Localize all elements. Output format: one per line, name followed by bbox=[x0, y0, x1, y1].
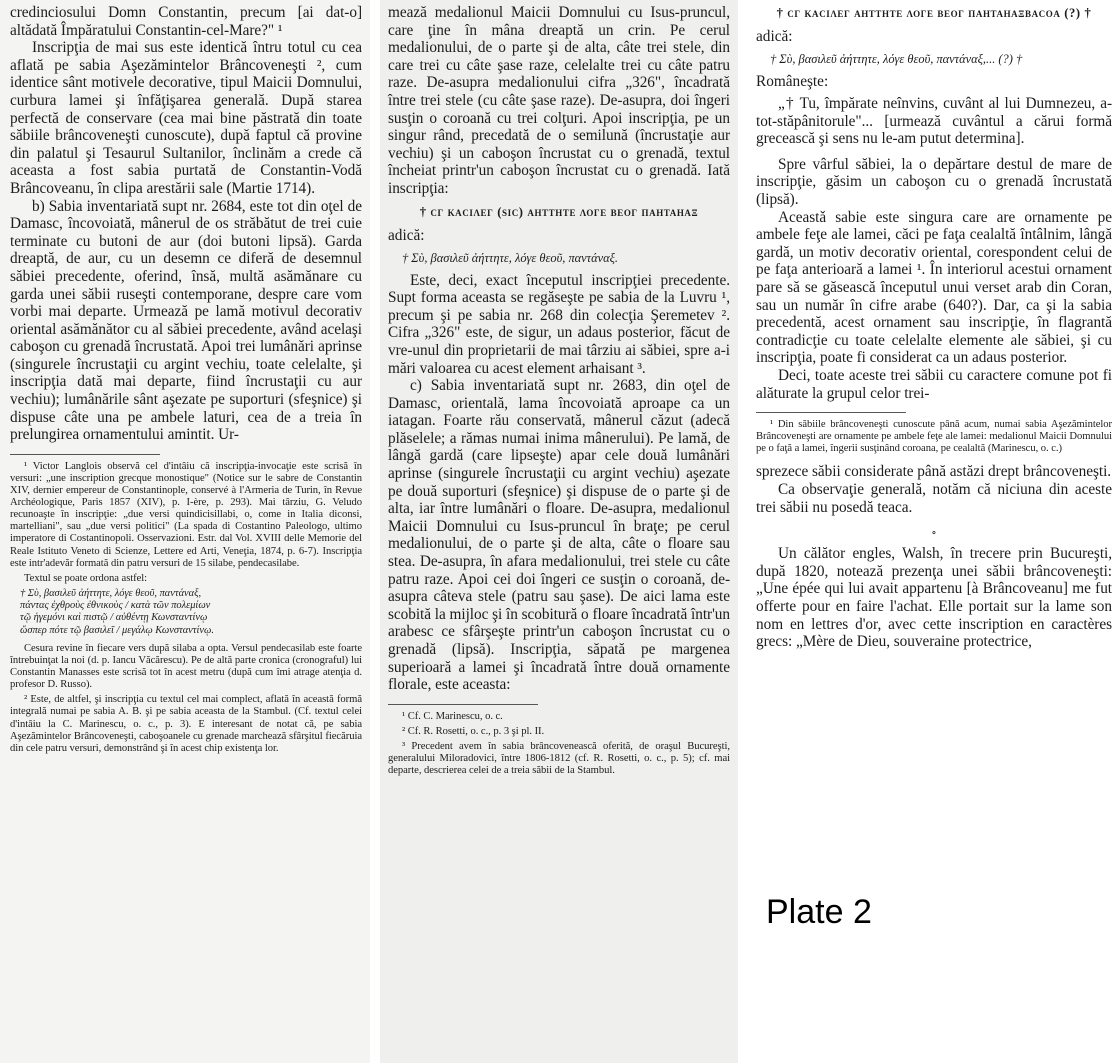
plate-label: Plate 2 bbox=[766, 893, 872, 931]
label-adica: adică: bbox=[756, 28, 793, 45]
inscription: † ϲγ κaϲιλεγ ahttнte λοге ϐεογ πaнtaнaξϐaϲοa (?) † bbox=[776, 6, 1092, 20]
paragraph: „† Tu, împărate neînvins, cuvânt al lui Dumnezeu, a-tot-stăpânitorule"... [urmează cuvântul a cărui formă grecească şi sens nu le-am putut determina]. bbox=[756, 95, 1112, 148]
paragraph: Un călător engles, Walsh, în trecere prin Bucureşti, după 1820, notează prezenţa unei săbii brâncoveneşti: „Une épée qui lui avait appartenu [à Brâncoveanu] me fut offerte pour en faire l'achat. Elle portait sur la lame son nom en lettres d'or, avec cette inscription en caractères grecs: „Mère de Dieu, souveraine protectrice, bbox=[756, 545, 1112, 651]
footnote-rule bbox=[10, 454, 160, 455]
paragraph: credinciosului Domn Constantin, precum [ai dat-o] altădată Împăratului Constantin-cel-Mare?" ¹ bbox=[10, 4, 362, 39]
greek-text: † Σὺ, βασιλεῦ ἀήττητε, λόγε θεοῦ, παντάναξ. bbox=[402, 250, 619, 265]
paragraph: Este, deci, exact începutul inscripţiei precedente. Supt forma aceasta se regăseşte pe sabia de la Luvru ¹, precum şi pe sabia nr. 268 din colecţia Şeremetev ². Cifra „326" este, de sigur, un adaus posterior, făcut de vre-unul din proprietarii de mai târziu ai săbiei, spre a-i mări valoarea cu acest element arhaisant ³. bbox=[388, 271, 730, 377]
paragraph: b) Sabia inventariată supt nr. 2684, este tot din oţel de Damasc, încovoiată, mânerul de os străbătut de trei cuie terminate cu butoni de aur (doi butoni lipsă). Garda dreaptă, de aur, cu un desemn ce diferă de desemnul săbiei precedente, oferind, însă, multă asămănare cu garda unei săbii ruseşti contemporane, despre care vom vorbi mai departe. Urmează pe lamă motivul decorativ oriental asămănător cu al săbiei precedente, având acelaşi caboşon cu grenadă încrustată. Apoi trei lumânări aprinse (singurele încrustaţii cu argint vechiu, toate celelalte, şi inscripţia dată mai departe, fiind încrustaţii cu aur vechiu); lumânările sânt aşezate pe suporturi (sfeşnice) şi dispuse câte una pe ambele laturi, cea de a treia în prelungirea ornamentului amintit. Ur- bbox=[10, 197, 362, 444]
footnote: ¹ Victor Langlois observă cel d'intâiu că inscripţia-invocaţie este scrisă în versuri: „une inscription grecque monostique" (Notice sur le sabre de Constantin XIV, dernier empereur de Constantinople, conservé à l'Armeria de Turin, în Revue Archéologique, Paris 1857 (XIV), p. I-ère, p. 293). Mai târziu, G. Veludo recunoaşte în inscripţie: „due versi quindicisillabi, o, come in Italia diconsi, martelliani", sau „due versi politici" (La spada di Costantino Paleologo, ultimo imperatore di Costantinopoli. Osservazioni. Estr. dal Vol. XVIII delle Memorie del Reale Istituto Veneto di Scienze, Lettere ed Arti, Veneţia, 1874, p. 6-7). Inscripţia este intr'adevăr formată din patru versuri de 15 silabe, pendecasilabe. bbox=[10, 460, 362, 569]
column-middle bbox=[380, 0, 738, 1063]
inscription: † ϲγ κaϲιλεγ (sic) ahttнte λοге ϐεογ πaнtaнaξ bbox=[419, 204, 699, 219]
paragraph: Ca observaţie generală, notăm că niciuna din aceste trei săbii nu posedă teaca. bbox=[756, 480, 1112, 516]
footnote: ² Este, de altfel, şi inscripţia cu textul cel mai complect, aflată în această formă integrală numai pe sabia A. B. şi pe sabia aceasta de la Stambul. (Cf. textul celei d'intâiu la C. Marinescu, o. c., p. 3). E interesant de notat că, pe sabia Aşezămintelor Brâncoveneşti, caboşoanele cu grenade marchează sfârşitul fiecăruia din cele patru versuri, demonstrând şi în acest chip existenţa lor. bbox=[10, 694, 362, 754]
paragraph: c) Sabia inventariată supt nr. 2683, din oţel de Damasc, orientală, lama încovoiată aproape ca un iatagan. Foarte rău conservată, mânerul căzut (adecă plăselele; a rămas numai inima mânerului). Pe lamă, de lângă gardă (care lipseşte) apar cele două lumânări aprinse (singurele încrustaţii cu argint vechiu) aşezate pe două suporturi (sfeşnice) şi dispuse de o parte şi de alta, iar între lumânări o floare. De-asupra, medalionul Maicii Domnului cu Isus-pruncul în braţe; pe cerul medalionului, de o parte şi de alta, câte o floare sau stea. De-asupra, în afara medalionului, trei stele cu câte patru raze. Apoi cei doi îngeri ce susţin o coroană, de-asupra câteva stele (patru sau şase). De aici lama este scobită la mijloc şi în scobitură o floare încadrată într'un arabesc ce sfârşeşte printr'un caboşon încrustat cu o grenadă (lipsă). Inscripţia, săpată pe margenea superioară a lamei şi încadrată între două ornamente florale, este aceasta: bbox=[388, 377, 730, 694]
footnote: Cesura revine în fiecare vers după silaba a opta. Versul pendecasilab este foarte întrebuinţat la noi (d. p. Iancu Văcărescu). Pe de altă parte cronica (cronograful) lui Constantin Manasses este scrisă tot în acest metru (după cum îmi atrage atenţia d. profesor D. Russo). bbox=[10, 642, 362, 691]
label-adica: adică: bbox=[388, 226, 425, 244]
footnote: ³ Precedent avem în sabia brâncovenească oferită, de oraşul Bucureşti, generalului Miloradovici, între 1806-1812 (cf. R. Rosetti, o. c., p. 5); cf. mai departe, descrierea celei de a treia săbii de la Stambul. bbox=[388, 740, 730, 777]
greek-verse: † Σὺ, βασιλεῦ ἀήττητε, λόγε θεοῦ, παντάναξ, πάντας ἐχθροὺς ἐθνικοὺς / κατὰ τῶν πολεμίων τῷ ἡγεμόνι καὶ πιστῷ / αὐθέντῃ Κωνσταντίνῳ ὥσπερ πότε τῷ βασιλεῖ / μεγάλῳ Κωνσταντίνῳ. bbox=[20, 587, 214, 636]
footnote: ² Cf. R. Rosetti, o. c., p. 3 şi pl. II. bbox=[402, 725, 545, 737]
footnote-rule bbox=[756, 412, 906, 413]
column-left bbox=[0, 0, 370, 1063]
paragraph: Spre vârful săbiei, la o depărtare destul de mare de inscripţie, găsim un caboşon cu o grenadă încrustată (lipsă). bbox=[756, 155, 1112, 208]
label-romaneste: Româneşte: bbox=[756, 73, 829, 90]
paragraph: sprezece săbii considerate până astăzi drept brâncoveneşti. bbox=[756, 463, 1112, 481]
footnote: ¹ Din săbiile brâncoveneşti cunoscute până acum, numai sabia Aşezămintelor Brâncoveneşti are ornamente pe ambele feţe ale lamei: medalionul Maicii Domnului pe o faţă a lamei, îngerii susţinând coroana, pe cealaltă (Marinescu, o. c.) bbox=[756, 419, 1112, 455]
paragraph: Inscripţia de mai sus este identică întru totul cu cea aflată pe sabia Aşezămintelor Brâncoveneşti ², cum identice sânt motivele decorative, tipul Maicii Domnului, curbura lamei şi înfăţişarea generală. După starea perfectă de conservare (cea mai bine păstrată din toate săbiile brâncoveneşti cunoscute), după faptul că provine din palatul şi Tesaurul Sultanilor, înclinăm a crede că aceasta a fost sabia purtată de Constantin-Vodă Brâncoveanu, în clipa arestării sale (Martie 1714). bbox=[10, 39, 362, 197]
paragraph: mează medalionul Maicii Domnului cu Isus-pruncul, care ţine în mâna dreaptă un crin. Pe cerul medalionului, de o parte şi de alta, câte trei stele, din care trei cu câte şase raze, celelalte trei cu câte patru raze. De-asupra medalionului cifra „326", încadrată între trei stele (cu câte şase raze). De-asupra, doi îngeri susţin o coroană cu trei colţuri. Apoi inscripţia, pe un singur rând, precedată de o semilună (încrustaţie aur vechiu) şi un caboşon încrustat cu o grenadă, textul încheiat printr'un caboşon încrustat cu o grenadă. Iată inscripţia: bbox=[388, 4, 730, 197]
footnote: Textul se poate ordona astfel: bbox=[24, 572, 148, 584]
section-separator: ∘ bbox=[931, 527, 937, 540]
footnote: ¹ Cf. C. Marinescu, o. c. bbox=[402, 710, 503, 722]
paragraph: Aceastǎ sabie este singura care are ornamente pe ambele feţe ale lamei, căci pe faţa cealaltă întâlnim, lângă gardă, un motiv decorativ oriental, corespondent celui de pe faţa anterioară a lamei ¹. În interiorul acestui ornament pare să se găsească începutul unui verset arab din Coran, sau un număr în cifre arabe (640?). Dar, ca şi la sabia precedentă, acest ornament sau inscripţie, în flagrantă contradicţie cu toate celelalte elemente ale săbiei, şi cu inscripţia, poate fi considerat ca un adaus posterior. bbox=[756, 208, 1112, 367]
greek-text: † Σὺ, βασιλεῦ ἀήττητε, λόγε θεοῦ, παντάναξ,... (?) † bbox=[770, 52, 1023, 66]
footnote-rule bbox=[388, 704, 538, 705]
paragraph: Deci, toate aceste trei săbii cu caractere comune pot fi alăturate la grupul celor trei- bbox=[756, 366, 1112, 402]
